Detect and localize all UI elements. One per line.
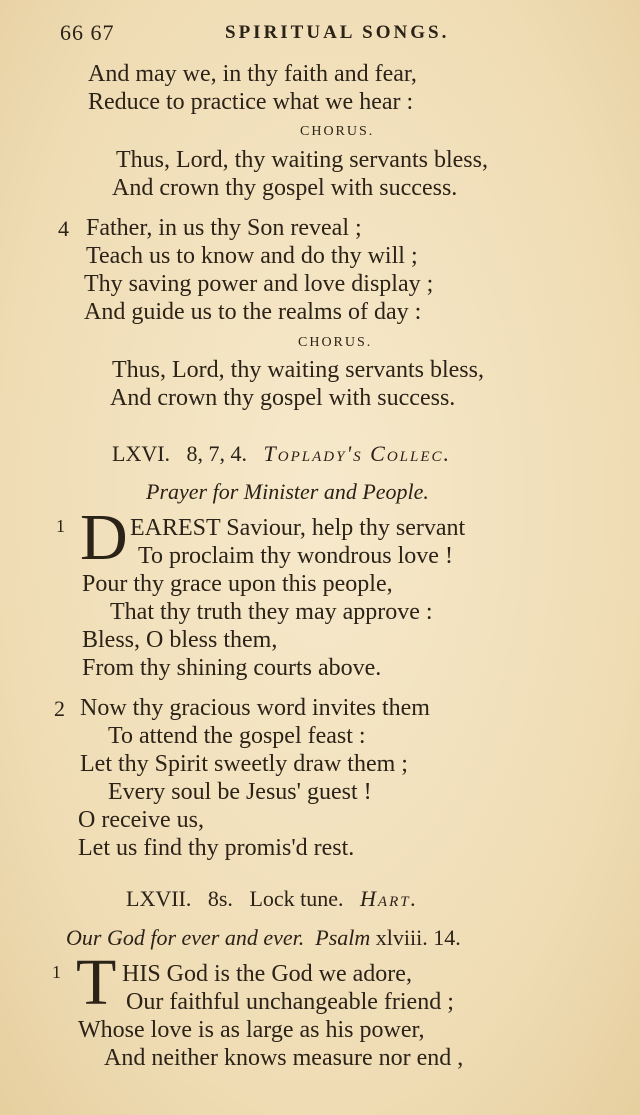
hymn-meter: 8s. — [207, 886, 233, 911]
stanza-number: 1 — [52, 962, 61, 982]
chorus-line: And crown thy gospel with success. — [110, 385, 456, 411]
stanza-number: 1 — [56, 516, 65, 536]
psalm-reference: xlviii. 14. — [375, 925, 461, 950]
hymn-numeral: LXVI. — [112, 441, 171, 466]
verse-line: O receive us, — [78, 807, 204, 833]
verse-line: Pour thy grace upon this people, — [82, 571, 393, 597]
drop-cap: D — [80, 501, 128, 574]
verse-line: Whose love is as large as his power, — [78, 1017, 425, 1043]
verse-line: HIS God is the God we adore, — [122, 961, 412, 987]
verse-line: And may we, in thy faith and fear, — [88, 61, 417, 87]
hymn-title-text: Our God for ever and ever. — [66, 925, 305, 950]
hymn-numeral: LXVII. — [126, 886, 192, 911]
stanza-number: 2 — [54, 696, 65, 721]
verse-line: Bless, O bless them, — [82, 627, 278, 653]
stanza-number: 4 — [58, 216, 69, 241]
verse-line: And guide us to the realms of day : — [84, 299, 422, 325]
verse-line: From thy shining courts above. — [82, 655, 382, 681]
page-header — [60, 20, 600, 50]
verse-line: Let thy Spirit sweetly draw them ; — [80, 751, 408, 777]
hymn-tune: Lock tune. — [249, 886, 344, 911]
verse-line: Now thy gracious word invites them — [80, 695, 430, 721]
chorus-line: And crown thy gospel with success. — [112, 175, 458, 201]
chorus-line: Thus, Lord, thy waiting servants bless, — [112, 357, 484, 383]
verse-line: Our faithful unchangeable friend ; — [126, 989, 454, 1015]
chorus-label: CHORUS. — [298, 335, 373, 350]
verse-line: Father, in us thy Son reveal ; — [86, 215, 362, 241]
verse-line: Every soul be Jesus' guest ! — [108, 779, 372, 805]
verse-line: Reduce to practice what we hear : — [88, 89, 414, 115]
verse-line: Thy saving power and love display ; — [84, 271, 434, 297]
hymn-title — [66, 924, 461, 952]
running-title: SPIRITUAL SONGS. — [225, 22, 450, 43]
verse-line: To proclaim thy wondrous love ! — [138, 543, 453, 569]
hymn-heading — [126, 885, 418, 913]
hymn-source: Toplady's Collec. — [263, 441, 452, 466]
verse-line: And neither knows measure nor end , — [104, 1045, 464, 1071]
hymn-meter: 8, 7, 4. — [186, 441, 248, 466]
verse-line: EAREST Saviour, help thy servant — [130, 515, 466, 541]
verse-line: To attend the gospel feast : — [108, 723, 366, 749]
page-numbers: 66 67 — [60, 20, 115, 45]
psalm-label: Psalm — [315, 925, 371, 950]
verse-line: Teach us to know and do thy will ; — [86, 243, 418, 269]
verse-line: Let us find thy promis'd rest. — [78, 835, 355, 861]
drop-cap: T — [76, 946, 117, 1019]
chorus-label: CHORUS. — [300, 124, 375, 139]
verse-line: That thy truth they may approve : — [110, 599, 433, 625]
chorus-line: Thus, Lord, thy waiting servants bless, — [116, 147, 488, 173]
hymn-heading — [112, 440, 451, 468]
hymn-title: Prayer for Minister and People. — [146, 479, 429, 504]
hymn-author: Hart. — [360, 886, 419, 911]
